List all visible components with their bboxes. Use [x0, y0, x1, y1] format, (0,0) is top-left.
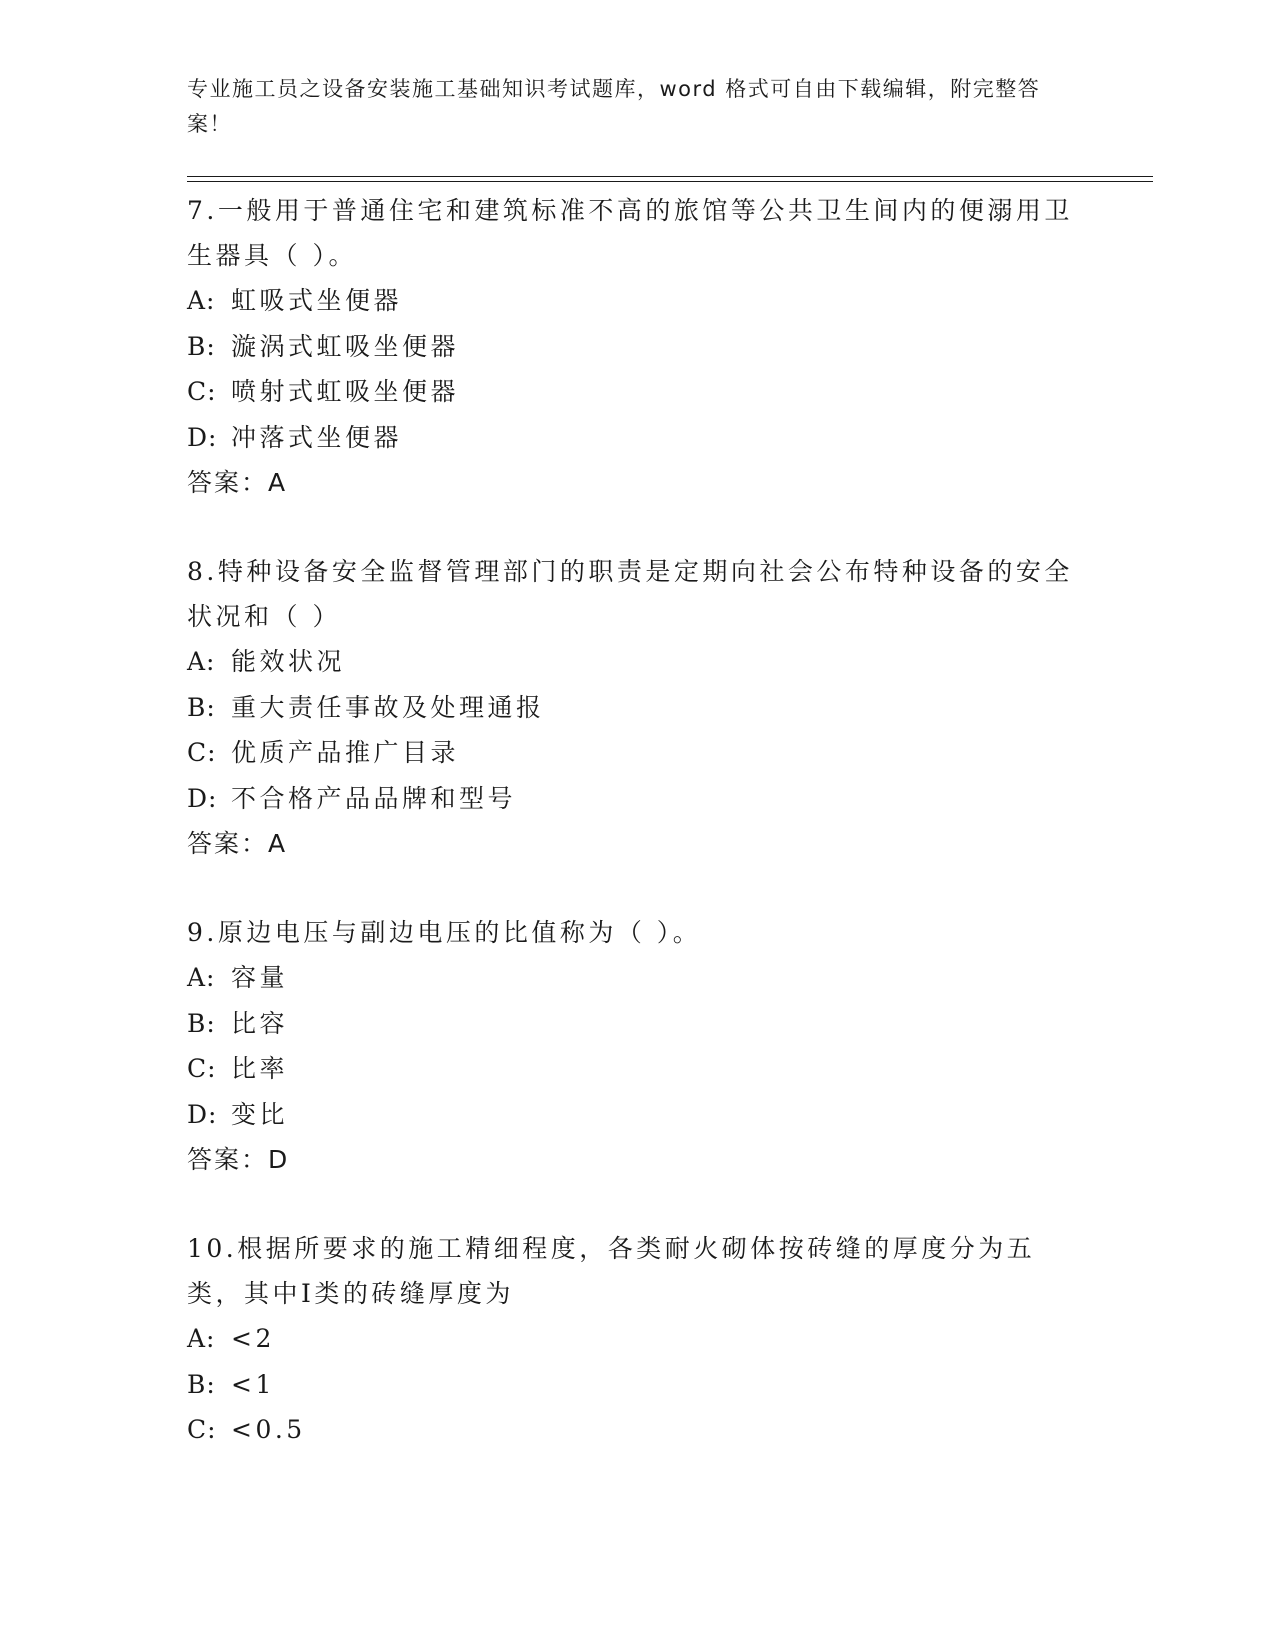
option-d: [187, 415, 1087, 461]
header-divider-bottom: [187, 181, 1153, 182]
option-key: B:: [187, 1008, 216, 1038]
option-text: 优质产品推广目录: [231, 738, 460, 767]
option-text: 能效状况: [231, 647, 346, 676]
option-text: 不合格产品品牌和型号: [231, 783, 517, 813]
option-text: 容量: [231, 963, 289, 992]
option-text: 虹吸式坐便器: [231, 286, 403, 315]
option-a: [187, 955, 1087, 1001]
option-key: C:: [187, 1415, 217, 1444]
question-stem: 9.原边电压与副边电压的比值称为（ ）。: [187, 918, 702, 947]
option-key: A:: [187, 963, 216, 992]
question-stem: 7.一般用于普通住宅和建筑标准不高的旅馆等公共卫生间内的便溺用卫生器具（ ）。: [187, 196, 1073, 270]
option-text: 变比: [231, 1099, 289, 1129]
question-9: [187, 910, 1087, 1182]
option-c: [187, 1407, 1087, 1453]
question-list: [187, 188, 1087, 1497]
option-key: D:: [187, 783, 218, 813]
option-text: <0.5: [231, 1415, 306, 1444]
option-b: [187, 324, 1087, 370]
question-stem: 10.根据所要求的施工精细程度，各类耐火砌体按砖缝的厚度分为五类，其中Ⅰ类的砖缝厚度为: [187, 1234, 1036, 1308]
option-b: [187, 1362, 1087, 1408]
option-text: 喷射式虹吸坐便器: [231, 377, 460, 406]
option-c: [187, 1046, 1087, 1092]
option-b: [187, 1001, 1087, 1047]
document-header: [187, 72, 1067, 142]
option-key: D:: [187, 1099, 218, 1129]
option-d: [187, 1092, 1087, 1138]
option-key: B:: [187, 1369, 216, 1399]
option-a: [187, 639, 1087, 685]
option-key: C:: [187, 738, 217, 767]
answer-line: 答案：D: [187, 1145, 290, 1174]
option-d: [187, 776, 1087, 822]
question-10: [187, 1226, 1087, 1453]
question-7: [187, 188, 1087, 505]
option-c: [187, 369, 1087, 415]
option-text: 比容: [231, 1008, 289, 1038]
option-key: A:: [187, 647, 216, 676]
option-key: B:: [187, 692, 216, 722]
option-key: C:: [187, 1054, 217, 1083]
option-key: C:: [187, 377, 217, 406]
option-key: A:: [187, 1324, 216, 1353]
header-intro-text: 专业施工员之设备安装施工基础知识考试题库，word 格式可自由下载编辑，附完整答案！: [187, 77, 1041, 136]
answer-line: 答案：A: [187, 468, 288, 497]
option-b: [187, 685, 1087, 731]
option-c: [187, 730, 1087, 776]
option-text: 冲落式坐便器: [231, 422, 403, 452]
option-key: B:: [187, 331, 216, 361]
option-key: D:: [187, 422, 218, 452]
option-a: [187, 278, 1087, 324]
option-text: 比率: [231, 1054, 289, 1083]
option-text: <2: [231, 1324, 275, 1353]
question-stem: 8.特种设备安全监督管理部门的职责是定期向社会公布特种设备的安全状况和（ ）: [187, 557, 1073, 631]
option-text: 漩涡式虹吸坐便器: [231, 331, 460, 361]
header-divider-top: [187, 176, 1153, 177]
option-key: A:: [187, 286, 216, 315]
option-text: <1: [231, 1369, 275, 1399]
answer-line: 答案：A: [187, 829, 288, 858]
option-text: 重大责任事故及处理通报: [231, 692, 545, 722]
question-8: [187, 549, 1087, 866]
option-a: [187, 1316, 1087, 1362]
